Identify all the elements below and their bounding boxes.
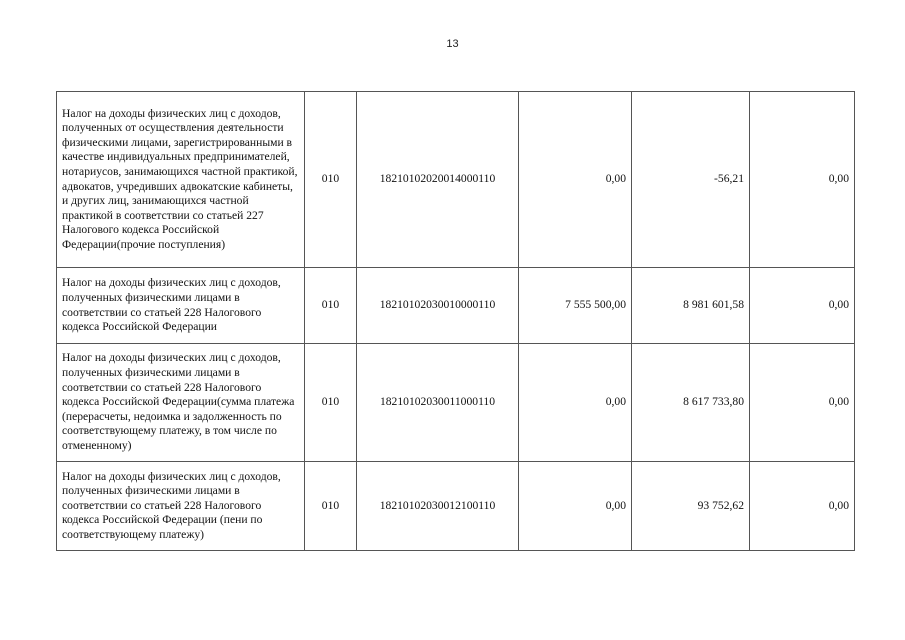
table-row [57,268,855,344]
approved-amount-cell: 7 555 500,00 [519,268,632,344]
page-number: 13 [446,38,459,50]
unexecuted-amount-cell: 0,00 [750,344,855,462]
table-row [57,344,855,462]
line-code-cell: 010 [305,268,357,344]
approved-amount-cell: 0,00 [519,92,632,268]
unexecuted-amount-cell: 0,00 [750,462,855,551]
line-code-cell: 010 [305,92,357,268]
table-row [57,92,855,268]
table-row [57,462,855,551]
budget-classification-code-cell: 18210102030011000110 [357,344,519,462]
line-code-cell: 010 [305,344,357,462]
executed-amount-cell: -56,21 [632,92,750,268]
budget-classification-code-cell: 18210102020014000110 [357,92,519,268]
approved-amount-cell: 0,00 [519,462,632,551]
revenue-name-cell: Налог на доходы физических лиц с доходов, полученных физическими лицами в соответствии со статьей 228 Налогового кодекса Российской Федерации(сумма платежа (перерасчеты, недоимка и задолженность по соответствующему платежу, в том числе по отмененному) [57,344,305,462]
revenue-name-cell: Налог на доходы физических лиц с доходов, полученных от осуществления деятельности физическими лицами, зарегистрированными в качестве индивидуальных предпринимателей, нотариусов, занимающихся частной практикой, адвокатов, учредивших адвокатские кабинеты, и других лиц, занимающихся частной практикой в соответствии со статьей 227 Налогового кодекса Российской Федерации(прочие поступления) [57,92,305,268]
executed-amount-cell: 8 981 601,58 [632,268,750,344]
budget-classification-code-cell: 18210102030012100110 [357,462,519,551]
report-table [56,91,855,551]
revenue-name-cell: Налог на доходы физических лиц с доходов, полученных физическими лицами в соответствии со статьей 228 Налогового кодекса Российской Федерации (пени по соответствующему платежу) [57,462,305,551]
revenue-name-cell: Налог на доходы физических лиц с доходов, полученных физическими лицами в соответствии со статьей 228 Налогового кодекса Российской Федерации [57,268,305,344]
executed-amount-cell: 8 617 733,80 [632,344,750,462]
unexecuted-amount-cell: 0,00 [750,92,855,268]
line-code-cell: 010 [305,462,357,551]
budget-classification-code-cell: 18210102030010000110 [357,268,519,344]
approved-amount-cell: 0,00 [519,344,632,462]
unexecuted-amount-cell: 0,00 [750,268,855,344]
executed-amount-cell: 93 752,62 [632,462,750,551]
